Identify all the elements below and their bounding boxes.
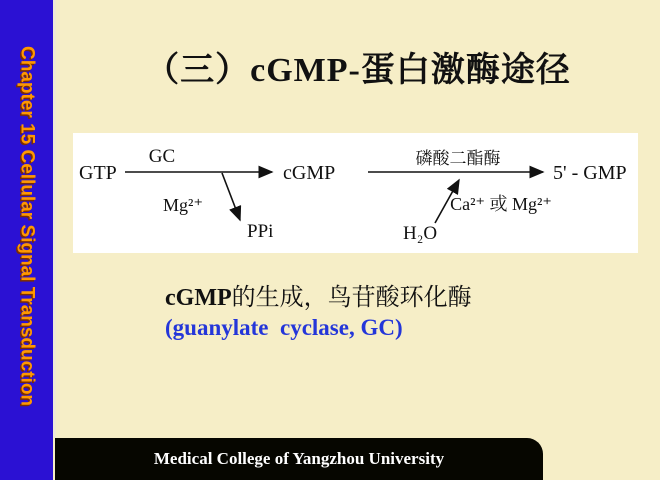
pathway-diagram-svg [73, 133, 638, 253]
caption-line1-rest: 的生成，鸟苷酸环化酶 [231, 285, 472, 311]
caption-line2-guanylate-cyclase: (guanylate cyclase, GC) [165, 315, 403, 340]
caption-line1-cgmp: cGMP [165, 285, 232, 311]
label-gtp: GTP [79, 162, 117, 184]
footer-bar [55, 438, 543, 480]
label-5gmp: 5' - GMP [553, 162, 627, 184]
label-ca-or-mg-cofactor: Ca²⁺ 或 Mg²⁺ [450, 194, 552, 214]
label-mg-cofactor: Mg²⁺ [163, 195, 203, 215]
sidebar-edge-line [53, 0, 56, 438]
label-gc-enzyme: GC [148, 146, 176, 167]
label-ppi: PPi [247, 221, 274, 242]
sidebar [0, 0, 53, 480]
caption-block [165, 284, 472, 342]
slide-title: （三）cGMP-蛋白激酶途径 [145, 52, 571, 89]
footer-text: Medical College of Yangzhou University [153, 449, 445, 468]
label-cgmp: cGMP [283, 162, 336, 184]
sidebar-chapter-label: Chapter 15 Cellular Signal Transduction [16, 46, 38, 407]
label-h2o: H₂O [403, 223, 438, 244]
arrow-branch-to-ppi [222, 173, 240, 220]
caption-line1 [165, 284, 472, 313]
label-phosphodiesterase: 磷酸二酯酶 [415, 149, 501, 168]
pathway-diagram [73, 133, 638, 253]
